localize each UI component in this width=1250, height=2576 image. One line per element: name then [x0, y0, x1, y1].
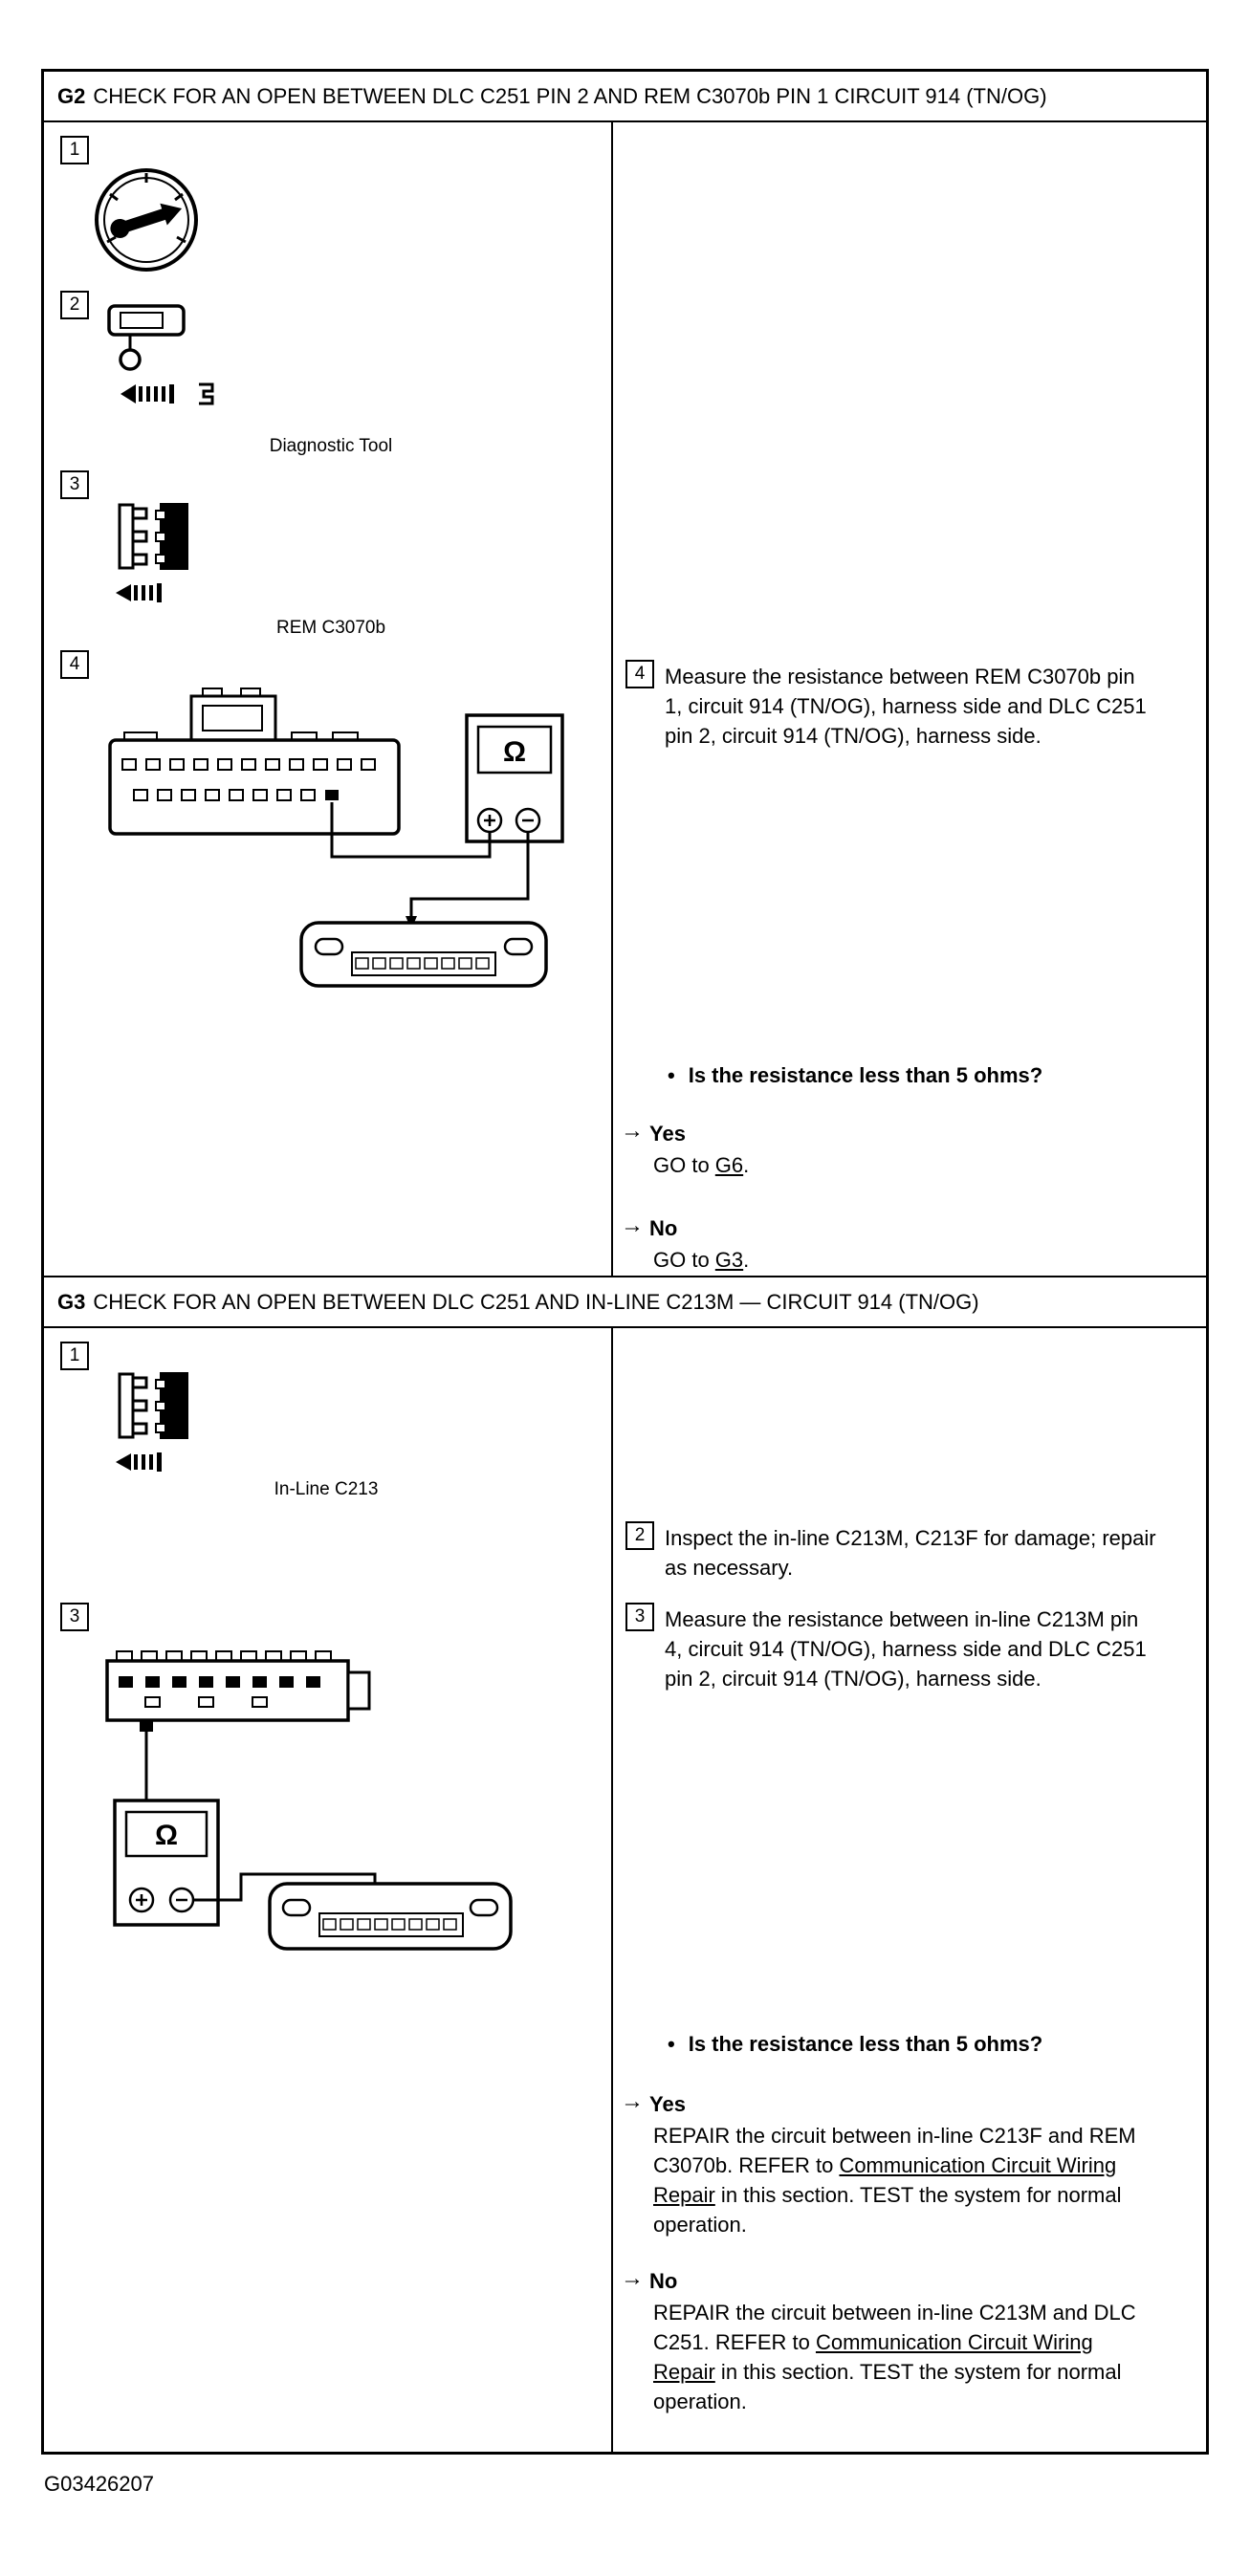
g3-question-text: Is the resistance less than 5 ohms?: [688, 2032, 1043, 2056]
g2-header: [44, 72, 1206, 122]
arrow-right-icon: →: [621, 1212, 644, 1238]
g2-step2-caption: Diagnostic Tool: [269, 436, 393, 456]
text-segment: .: [743, 1248, 750, 1272]
svg-text:Ω: Ω: [502, 736, 527, 768]
text-segment: GO to: [653, 1153, 715, 1177]
g3-left-step1-number: 1: [60, 1342, 89, 1370]
g3-step-id: G3: [57, 1290, 86, 1314]
arrow-right-icon: →: [621, 1118, 644, 1144]
arrow-right-icon: →: [621, 2088, 644, 2114]
g3-no-label: No: [649, 2269, 678, 2293]
g2-left-step1-number: 1: [60, 136, 89, 164]
pinpoint-test-figure: [41, 69, 1209, 2455]
g3-title: CHECK FOR AN OPEN BETWEEN DLC C251 AND IN-LINE C213M — CIRCUIT 914 (TN/OG): [93, 1290, 979, 1314]
bullet-icon: •: [668, 1063, 675, 1087]
g2-question: [668, 1063, 1042, 1088]
g2-answer-yes: [621, 1120, 1195, 1180]
g3-body: [44, 1328, 1206, 2452]
text-segment: REPAIR the circuit between in-line C213M and DLC C251. REFER to: [653, 2301, 1136, 2354]
diagnostic-tool-icon: [92, 300, 235, 429]
g3-yes-label: Yes: [649, 2092, 686, 2116]
ignition-switch-icon: [92, 165, 202, 275]
text-segment: in this section. TEST the system for normal operation.: [653, 2360, 1122, 2413]
inline-multimeter-dlc-diagram: [88, 1640, 542, 1970]
g2-step4-number: 4: [625, 660, 654, 688]
section-g3: [44, 1276, 1206, 2452]
g2-right-column: [613, 122, 1206, 1276]
g3-question: [668, 2032, 1042, 2057]
text-segment: GO to: [653, 1248, 715, 1272]
g3-left-column: [44, 1328, 613, 2452]
g2-step4-text: Measure the resistance between REM C3070b pin 1, circuit 914 (TN/OG), harness side and DLC C251 pin 2, circuit 914 (TN/OG), harness side.: [665, 665, 1147, 748]
g2-step3-caption: REM C3070b: [275, 618, 386, 638]
g2-title: CHECK FOR AN OPEN BETWEEN DLC C251 PIN 2 AND REM C3070b PIN 1 CIRCUIT 914 (TN/OG): [93, 84, 1047, 108]
g2-question-text: Is the resistance less than 5 ohms?: [688, 1063, 1043, 1087]
g2-left-step3-number: 3: [60, 470, 89, 499]
g2-left-step4-number: 4: [60, 650, 89, 679]
g2-yes-text: [653, 1150, 1151, 1180]
g3-step2-text: Inspect the in-line C213M, C213F for damage; repair as necessary.: [665, 1526, 1156, 1580]
g3-step3-number: 3: [625, 1603, 654, 1631]
g2-left-step2-number: 2: [60, 291, 89, 319]
communication-circuit-wiring-repair-link[interactable]: Communication Circuit Wiring Repair: [653, 2153, 1117, 2207]
g2-yes-label: Yes: [649, 1122, 686, 1146]
text-segment: REPAIR the circuit between in-line C213F and REM C3070b. REFER to: [653, 2124, 1136, 2177]
g2-step-id: G2: [57, 84, 86, 108]
g2-body: [44, 122, 1206, 1276]
bullet-icon: •: [668, 2032, 675, 2056]
rem-multimeter-dlc-diagram: [96, 679, 588, 994]
g3-answer-yes: [621, 2090, 1195, 2239]
g3-no-text: [653, 2298, 1151, 2416]
g2-left-column: [44, 122, 613, 1276]
inline-connector-icon: [97, 1363, 211, 1477]
g3-right-column: [613, 1328, 1206, 2452]
g3-left-step3-number: 3: [60, 1603, 89, 1631]
g2-no-label: No: [649, 1216, 678, 1240]
g3-step1-caption: In-Line C213: [274, 1479, 379, 1499]
rem-connector-icon: [97, 493, 211, 608]
g2-answer-no: [621, 1214, 1195, 1275]
section-g2: [44, 72, 1206, 1276]
g3-answer-no: [621, 2267, 1195, 2416]
g3-step3-text: Measure the resistance between in-line C213M pin 4, circuit 914 (TN/OG), harness side and DLC C251 pin 2, circuit 914 (TN/OG), harness side.: [665, 1607, 1147, 1691]
g3-link[interactable]: G3: [714, 1248, 744, 1272]
g3-step2-number: 2: [625, 1521, 654, 1550]
g3-header: [44, 1277, 1206, 1328]
arrow-right-icon: →: [621, 2265, 644, 2291]
g3-yes-text: [653, 2121, 1151, 2239]
text-segment: .: [743, 1153, 750, 1177]
svg-text:Ω: Ω: [154, 1820, 179, 1851]
figure-id: G03426207: [44, 2472, 154, 2496]
g6-link[interactable]: G6: [714, 1153, 744, 1177]
communication-circuit-wiring-repair-link[interactable]: Communication Circuit Wiring Repair: [653, 2330, 1093, 2384]
text-segment: in this section. TEST the system for normal operation.: [653, 2183, 1122, 2237]
g2-no-text: [653, 1245, 1151, 1275]
